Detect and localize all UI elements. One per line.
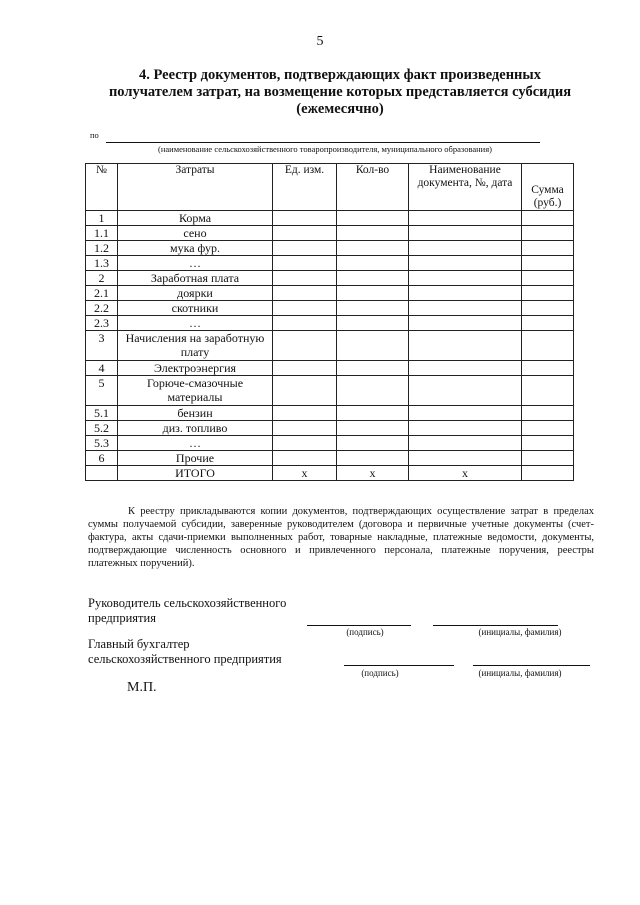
table-row	[86, 376, 574, 406]
producer-field	[90, 130, 540, 144]
row-cost-name: доярки	[118, 286, 273, 301]
cell-document	[409, 316, 522, 331]
row-cost-name: Начисления на заработную плату	[118, 331, 273, 361]
cell-unit	[273, 241, 337, 256]
cell-document	[409, 286, 522, 301]
cell-quantity	[337, 406, 409, 421]
table-row	[86, 406, 574, 421]
attachment-note: К реестру прикладываются копии документов, подтверждающих осуществление затрат в пределах суммы получаемой субсидии, заверенные руководителем (договора и первичные учетные документы (счет-фактура, акты сдачи-приемки выполненных работ, товарные накладные, платежные ведомости, документы, подтверждающие численность основного и привлеченного персонала, платежные поручения, реестры платежных поручений).	[88, 506, 594, 569]
producer-caption: (наименование сельскохозяйственного товаропроизводителя, муниципального образования)	[158, 144, 492, 154]
header-unit: Ед. изм.	[273, 164, 337, 211]
table-row	[86, 226, 574, 241]
accountant-title-line-2: сельскохозяйственного предприятия	[88, 652, 282, 666]
table-row	[86, 301, 574, 316]
cell-quantity	[337, 301, 409, 316]
row-number: 6	[86, 451, 118, 466]
table-header-row	[86, 164, 574, 211]
cell-unit	[273, 271, 337, 286]
accountant-name-caption: (инициалы, фамилия)	[478, 668, 562, 678]
row-cost-name: Заработная плата	[118, 271, 273, 286]
cell-quantity	[337, 211, 409, 226]
row-number: 2	[86, 271, 118, 286]
cell-sum	[522, 436, 574, 451]
row-number: 5.1	[86, 406, 118, 421]
header-number: №	[86, 164, 118, 211]
cell-sum	[522, 331, 574, 361]
title-line-3: (ежемесячно)	[296, 101, 384, 117]
cell-quantity	[337, 241, 409, 256]
cell-unit	[273, 421, 337, 436]
table-row	[86, 451, 574, 466]
row-cost-name: бензин	[118, 406, 273, 421]
table-row	[86, 256, 574, 271]
row-number: 5.2	[86, 421, 118, 436]
cell-unit	[273, 286, 337, 301]
total-document: x	[409, 466, 522, 481]
cell-sum	[522, 451, 574, 466]
accountant-signature-caption: (подпись)	[361, 668, 399, 678]
row-number: 2.2	[86, 301, 118, 316]
row-cost-name: …	[118, 436, 273, 451]
row-cost-name: сено	[118, 226, 273, 241]
cell-unit	[273, 301, 337, 316]
cell-document	[409, 211, 522, 226]
cell-unit	[273, 256, 337, 271]
row-number: 1.2	[86, 241, 118, 256]
cell-sum	[522, 301, 574, 316]
cell-document	[409, 301, 522, 316]
cell-quantity	[337, 256, 409, 271]
cell-document	[409, 271, 522, 286]
header-quantity: Кол-во	[337, 164, 409, 211]
total-number-cell	[86, 466, 118, 481]
table-row	[86, 316, 574, 331]
document-title	[90, 67, 590, 118]
cell-unit	[273, 436, 337, 451]
cell-quantity	[337, 286, 409, 301]
cell-document	[409, 451, 522, 466]
table-row	[86, 286, 574, 301]
cell-sum	[522, 241, 574, 256]
cell-quantity	[337, 271, 409, 286]
cell-document	[409, 421, 522, 436]
row-cost-name: Электроэнергия	[118, 361, 273, 376]
cell-sum	[522, 226, 574, 241]
cell-document	[409, 436, 522, 451]
header-costs: Затраты	[118, 164, 273, 211]
cell-unit	[273, 316, 337, 331]
row-cost-name: Корма	[118, 211, 273, 226]
cell-document	[409, 361, 522, 376]
cell-document	[409, 256, 522, 271]
table-row	[86, 271, 574, 286]
head-title-line-1: Руководитель сельскохозяйственного	[88, 596, 287, 610]
head-signatory-title	[88, 596, 286, 626]
title-line-2: получателем затрат, на возмещение которых представляется субсидия	[108, 84, 572, 100]
cell-document	[409, 331, 522, 361]
row-number: 2.3	[86, 316, 118, 331]
stamp-place-label: М.П.	[127, 680, 157, 695]
row-cost-name: скотники	[118, 301, 273, 316]
row-number: 3	[86, 331, 118, 361]
cell-sum	[522, 286, 574, 301]
total-label: ИТОГО	[118, 466, 273, 481]
cell-quantity	[337, 316, 409, 331]
cell-sum	[522, 271, 574, 286]
table-row	[86, 241, 574, 256]
head-name-line	[433, 625, 558, 626]
row-number: 5	[86, 376, 118, 406]
cell-unit	[273, 451, 337, 466]
row-number: 1	[86, 211, 118, 226]
cell-unit	[273, 211, 337, 226]
row-cost-name: мука фур.	[118, 241, 273, 256]
cell-sum	[522, 421, 574, 436]
head-signature-caption: (подпись)	[346, 627, 384, 637]
head-name-caption: (инициалы, фамилия)	[478, 627, 562, 637]
cell-sum	[522, 406, 574, 421]
row-cost-name: Прочие	[118, 451, 273, 466]
total-sum	[522, 466, 574, 481]
total-quantity: x	[337, 466, 409, 481]
cell-document	[409, 241, 522, 256]
table-row	[86, 361, 574, 376]
cell-quantity	[337, 421, 409, 436]
accountant-signature-line	[344, 665, 454, 666]
accountant-title-line-1: Главный бухгалтер	[88, 637, 190, 651]
header-document: Наименование документа, №, дата	[409, 164, 522, 211]
producer-fill-line	[106, 142, 540, 143]
accountant-signatory-title	[88, 637, 282, 667]
registry-table	[85, 163, 574, 481]
cell-unit	[273, 361, 337, 376]
cell-sum	[522, 211, 574, 226]
row-cost-name: …	[118, 256, 273, 271]
cell-sum	[522, 361, 574, 376]
table-row	[86, 211, 574, 226]
title-line-1: 4. Реестр документов, подтверждающих факт произведенных	[139, 67, 541, 83]
row-number: 5.3	[86, 436, 118, 451]
accountant-name-line	[473, 665, 590, 666]
cell-sum	[522, 316, 574, 331]
cell-quantity	[337, 451, 409, 466]
head-title-line-2: предприятия	[88, 611, 156, 625]
row-number: 1.1	[86, 226, 118, 241]
total-row	[86, 466, 574, 481]
row-number: 1.3	[86, 256, 118, 271]
cell-quantity	[337, 361, 409, 376]
po-label: по	[90, 130, 99, 140]
row-cost-name: …	[118, 316, 273, 331]
page-number: 5	[316, 34, 324, 49]
table-row	[86, 331, 574, 361]
cell-document	[409, 406, 522, 421]
header-sum: Сумма (руб.)	[522, 164, 574, 211]
cell-quantity	[337, 226, 409, 241]
table-row	[86, 436, 574, 451]
cell-quantity	[337, 436, 409, 451]
head-signature-line	[307, 625, 411, 626]
row-cost-name: диз. топливо	[118, 421, 273, 436]
cell-sum	[522, 256, 574, 271]
cell-unit	[273, 406, 337, 421]
row-number: 2.1	[86, 286, 118, 301]
cell-sum	[522, 376, 574, 406]
row-cost-name: Горюче-смазочные материалы	[118, 376, 273, 406]
cell-unit	[273, 226, 337, 241]
table-row	[86, 421, 574, 436]
total-unit: x	[273, 466, 337, 481]
cell-quantity	[337, 331, 409, 361]
cell-quantity	[337, 376, 409, 406]
cell-document	[409, 226, 522, 241]
row-number: 4	[86, 361, 118, 376]
cell-unit	[273, 331, 337, 361]
cell-unit	[273, 376, 337, 406]
cell-document	[409, 376, 522, 406]
